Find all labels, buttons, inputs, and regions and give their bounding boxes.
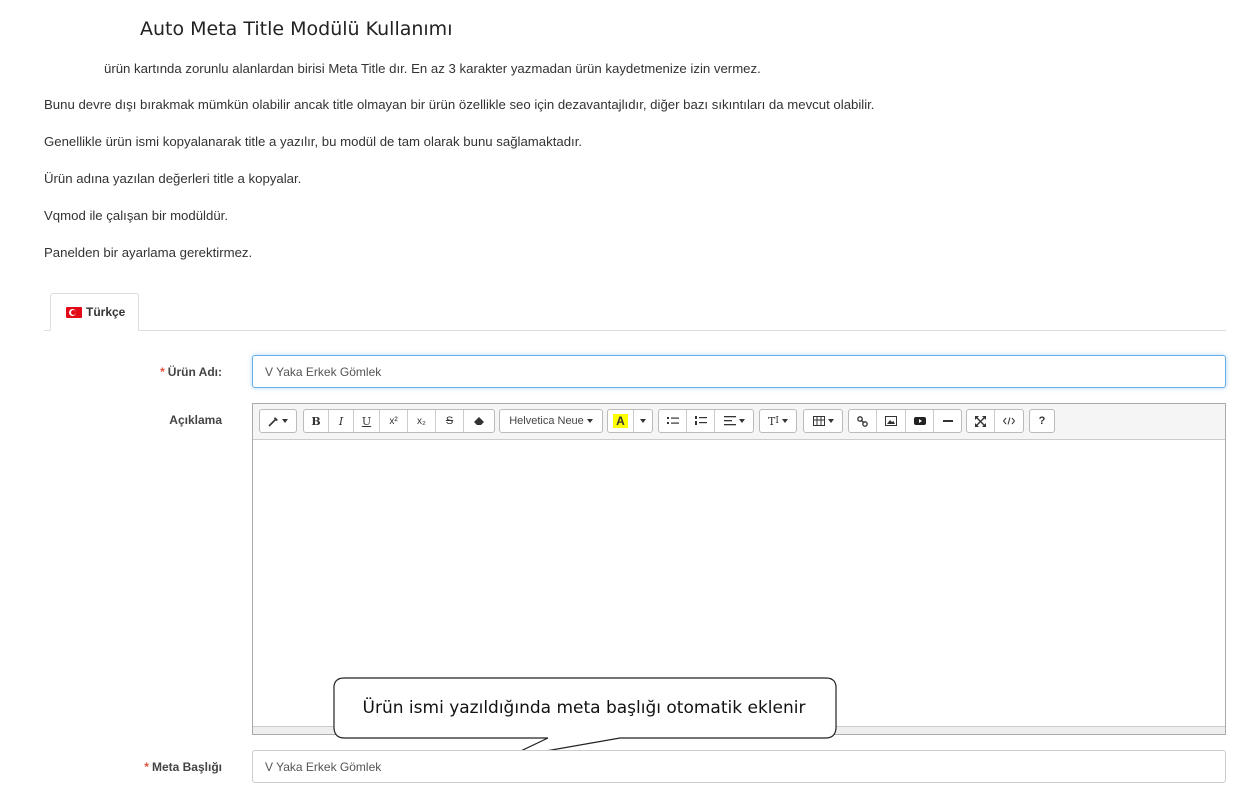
expand-icon — [975, 416, 986, 427]
help-button[interactable]: ? — [1038, 415, 1046, 427]
paragraph-align-button[interactable] — [715, 410, 753, 432]
text-color-button[interactable] — [608, 410, 634, 432]
video-icon — [914, 416, 926, 426]
eraser-icon — [473, 416, 485, 426]
tab-label: Türkçe — [86, 305, 126, 319]
image-icon — [885, 416, 897, 426]
video-button[interactable] — [906, 410, 934, 432]
text-style-button[interactable]: T I — [760, 410, 796, 432]
code-view-button[interactable] — [995, 410, 1023, 432]
product-name-label: * Ürün Adı: — [160, 365, 222, 379]
link-icon — [857, 416, 868, 427]
color-dropdown[interactable] — [634, 410, 652, 432]
font-family-select[interactable]: Helvetica Neue — [500, 410, 602, 432]
tab-turkish[interactable] — [50, 293, 139, 331]
tabs-divider — [44, 330, 1226, 331]
horizontal-rule-button[interactable] — [934, 410, 961, 432]
align-icon — [724, 416, 736, 426]
paragraph-3: Genellikle ürün ismi kopyalanarak title a yazılır, bu modül de tam olarak bunu sağlamaktadır. — [44, 134, 583, 149]
paragraph-5: Vqmod ile çalışan bir modüldür. — [44, 208, 228, 223]
table-button[interactable] — [804, 410, 842, 432]
minus-icon — [943, 419, 953, 423]
code-icon — [1003, 417, 1015, 425]
fullscreen-button[interactable] — [967, 410, 995, 432]
magic-style-button[interactable] — [260, 410, 296, 432]
magic-wand-icon — [268, 416, 279, 427]
eraser-button[interactable] — [464, 410, 494, 432]
ordered-list-button[interactable] — [687, 410, 715, 432]
underline-button[interactable]: U — [354, 410, 380, 432]
callout-text: Ürün ismi yazıldığında meta başlığı otomatik eklenir — [362, 698, 806, 718]
description-label: Açıklama — [169, 413, 222, 427]
required-marker: * — [144, 760, 149, 774]
bullet-list-icon — [667, 416, 679, 426]
highlight-icon: A — [613, 414, 628, 428]
product-name-input[interactable]: V Yaka Erkek Gömlek — [252, 355, 1226, 388]
meta-title-input[interactable]: V Yaka Erkek Gömlek — [252, 750, 1226, 783]
paragraph-6: Panelden bir ayarlama gerektirmez. — [44, 245, 253, 260]
turkey-flag-icon — [66, 307, 82, 318]
superscript-button[interactable]: x² — [380, 410, 408, 432]
page-title: Auto Meta Title Modülü Kullanımı — [140, 18, 453, 40]
numbered-list-icon — [695, 416, 707, 426]
image-button[interactable] — [877, 410, 906, 432]
paragraph-4: Ürün adına yazılan değerleri title a kopyalar. — [44, 171, 302, 186]
paragraph-2: Bunu devre dışı bırakmak mümkün olabilir ancak title olmayan bir ürün özellikle seo için dezavantajlıdır, diğer bazı sıkıntıları da mevcut olabilir. — [44, 97, 875, 112]
strikethrough-button[interactable]: S — [436, 410, 464, 432]
callout-bubble — [330, 676, 840, 760]
bold-button[interactable]: B — [304, 410, 329, 432]
meta-title-label: * Meta Başlığı — [144, 760, 222, 774]
italic-button[interactable]: I — [329, 410, 354, 432]
link-button[interactable] — [849, 410, 877, 432]
paragraph-1: ürün kartında zorunlu alanlardan birisi Meta Title dır. En az 3 karakter yazmadan ürün kaydetmenize izin vermez. — [104, 61, 761, 76]
unordered-list-button[interactable] — [659, 410, 687, 432]
subscript-button[interactable]: x₂ — [408, 410, 436, 432]
required-marker: * — [160, 365, 165, 379]
table-icon — [813, 416, 825, 426]
editor-toolbar — [253, 404, 1225, 440]
